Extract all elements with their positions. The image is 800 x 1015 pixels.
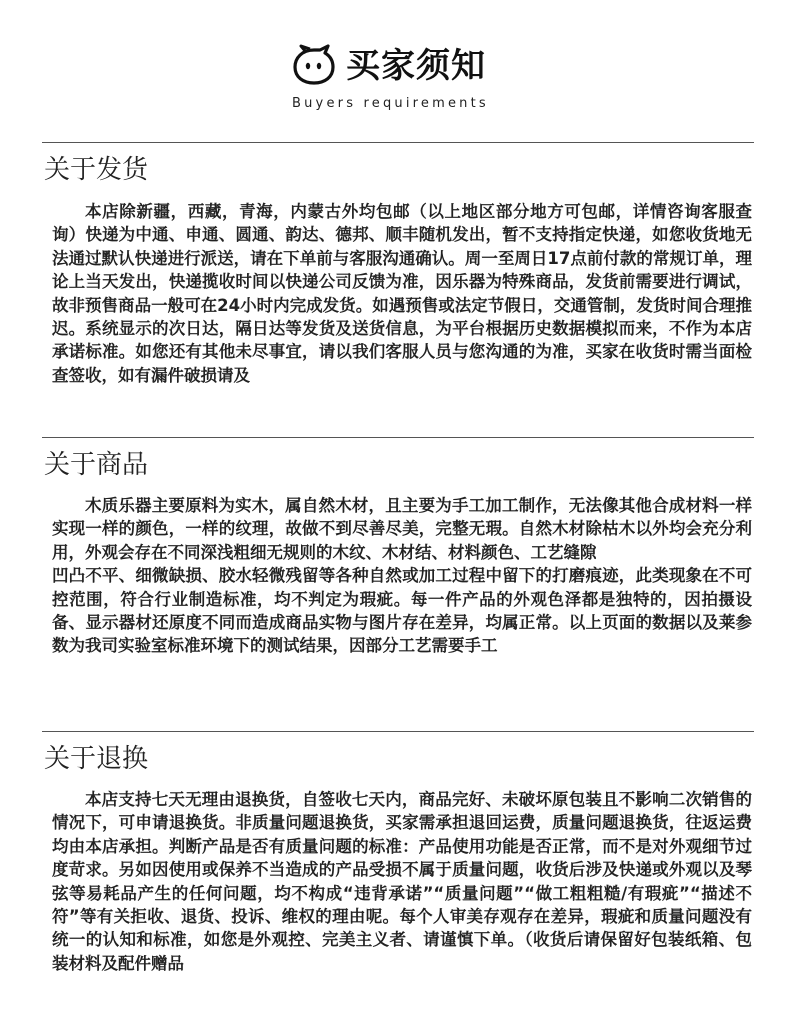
returns-paragraph: 本店支持七天无理由退换货，自签收七天内，商品完好、未破坏原包装且不影响二次销售的情况下，可申请退换货。非质量问题退换货，买家需承担退回运费，质量问题退换货，往返运费均由本店承担。判断产品是否有质量问题的标准：产品使用功能是否正常，而不是对外观细节过度苛求。另如因使用或保养不当造成的产品受损不属于质量问题，收货后涉及快递或外观以及琴弦等易耗品产生的任何问题，均不构成“违背承诺”“质量问题”“做工粗粗糙/有瑕疵”“描述不符”等有关拒收、退货、投诉、维权的理由呢。每个人审美存观存在差异，瑕疵和质量问题没有统一的认知和标准，如您是外观控、完美主义者、请谨慎下单。（收货后请保留好包装纸箱、包装材料及配件赠品 <box>52 790 752 973</box>
section-title-product: 关于商品 <box>44 450 149 480</box>
section-title-shipping: 关于发货 <box>44 155 149 185</box>
product-paragraph-1: 木质乐器主要原料为实木，属自然木材，且主要为手工加工制作，无法像其他合成材料一样实现一样的颜色，一样的纹理，故做不到尽善尽美，完整无瑕。自然木材除枯木以外均会充分利用，外观会存在不同深浅粗细无规则的木纹、木材结、材料颜色、工艺缝隙 <box>52 496 752 562</box>
shipping-paragraph: 本店除新疆，西藏，青海，内蒙古外均包邮（以上地区部分地方可包邮，详情咨询客服查询）快递为中通、申通、圆通、韵达、德邦、顺丰随机发出，暂不支持指定快递，如您收货地无法通过默认快递进行派送，请在下单前与客服沟通确认。周一至周日17点前付款的常规订单，理论上当天发出，快递揽收时间以快递公司反馈为准，因乐器为特殊商品，发货前需要进行调试，故非预售商品一般可在24小时内完成发货。如遇预售或法定节假日，交通管制，发货时间合理推迟。系统显示的次日达，隔日达等发货及送货信息，为平台根据历史数据模拟而来，不作为本店承诺标准。如您还有其他未尽事宜，请以我们客服人员与您沟通的为准，买家在收货时需当面检查签收，如有漏件破损请及 <box>52 202 752 385</box>
product-paragraph-2: 凹凸不平、细微缺损、胶水轻微残留等各种自然或加工过程中留下的打磨痕迹，此类现象在不可控范围，符合行业制造标准，均不判定为瑕疵。每一件产品的外观色泽都是独特的，因拍摄设备、显示器材还原度不同而造成商品实物与图片存在差异，均属正常。以上页面的数据以及莱参数为我司实验室标准环境下的测试结果，因部分工艺需要手工 <box>52 566 752 656</box>
section-divider <box>42 437 754 438</box>
page-title: 买家须知 <box>346 46 486 86</box>
section-divider <box>42 731 754 732</box>
section-title-returns: 关于退换 <box>44 744 149 774</box>
pig-face-icon <box>292 44 336 86</box>
section-body-product <box>52 494 752 682</box>
page-subtitle: Buyers requirements <box>292 96 489 111</box>
section-body-returns <box>52 788 752 976</box>
section-divider <box>42 142 754 143</box>
page-header <box>0 38 800 118</box>
section-body-shipping <box>52 200 752 388</box>
